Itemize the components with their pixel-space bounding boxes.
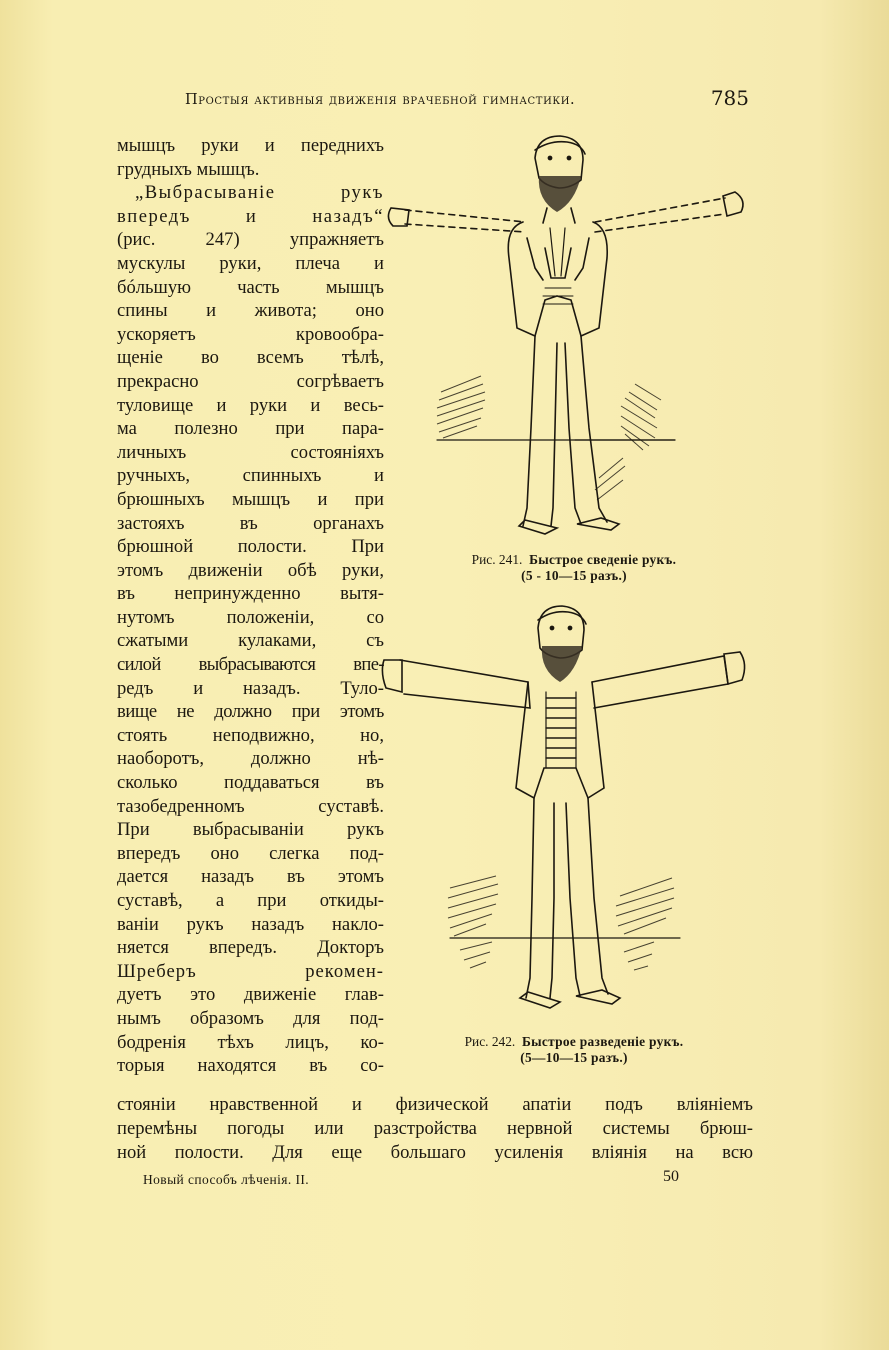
text-line: прекрасно согрѣваетъ — [117, 370, 384, 392]
text-line: ускоряетъ кровообра- — [117, 323, 384, 345]
figure-241-caption-label: Рис. 241. — [471, 552, 523, 567]
text-line: редъ и назадъ. Туло- — [117, 677, 384, 699]
text-line: сколько поддаваться въ — [117, 772, 384, 794]
figure-242-caption-title: Быстрое разведеніе рукъ. — [521, 1034, 684, 1049]
figure-242-drawing — [380, 598, 760, 1030]
text-line: нутомъ положеніи, со — [117, 606, 384, 628]
text-line: Шреберъ рекомен- — [117, 960, 384, 982]
figure-241-caption-reps: (5 - 10—15 разъ.) — [521, 568, 627, 583]
text-line: впередъ и назадъ“ — [117, 205, 384, 227]
text-line: (рис. 247) упражняетъ — [117, 229, 384, 251]
text-line: наоборотъ, должно нѣ- — [117, 748, 384, 770]
text-line: сжатыми кулаками, съ — [117, 630, 384, 652]
text-line: туловище и руки и весь- — [117, 394, 384, 416]
text-line: застояхъ въ органахъ — [117, 512, 384, 534]
text-line: стояніи нравственной и физической апатіи подъ вліяніемъ — [117, 1094, 753, 1115]
figure-241-caption — [388, 552, 760, 584]
text-line: дается назадъ въ этомъ — [117, 866, 384, 888]
text-line: При выбрасываніи рукъ — [117, 819, 384, 841]
text-line: брюшной полости. При — [117, 536, 384, 558]
text-line: торыя находятся въ со- — [117, 1055, 384, 1077]
figure-242-caption-label: Рис. 242. — [464, 1034, 516, 1049]
text-line: этомъ движеніи обѣ руки, — [117, 559, 384, 581]
text-line: ной полости. Для еще большаго усиленія вліянія на всю — [117, 1142, 753, 1163]
text-line: щеніе во всемъ тѣлѣ, — [117, 347, 384, 369]
page-number: 785 — [710, 86, 749, 110]
text-line: вище не должно при этомъ — [117, 701, 384, 723]
text-line: ма полезно при пара- — [117, 418, 384, 440]
figure-241-drawing — [385, 128, 757, 546]
figure-241-illustration — [385, 128, 757, 546]
text-line: стоять неподвижно, но, — [117, 724, 384, 746]
text-line: тазобедренномъ суставѣ. — [117, 795, 384, 817]
text-line: бóльшую часть мышцъ — [117, 276, 384, 298]
text-line: дуетъ это движеніе глав- — [117, 984, 384, 1006]
full-width-text — [117, 1093, 753, 1165]
text-line: мышцъ руки и переднихъ — [117, 135, 384, 156]
figure-242-illustration — [380, 598, 760, 1030]
left-column-text — [117, 134, 384, 1078]
text-line: мускулы руки, плеча и — [117, 252, 384, 274]
text-line: няется впередъ. Докторъ — [117, 937, 384, 959]
text-line: ручныхъ, спинныхъ и — [117, 465, 384, 487]
text-line: въ непринужденно вытя- — [117, 583, 384, 605]
running-header-title: Простыя активныя движенія врачебной гимнастики. — [185, 92, 576, 108]
text-line: ваніи рукъ назадъ накло- — [117, 913, 384, 935]
text-line: силой выбрасываются впе- — [117, 654, 384, 676]
footer-sheet-number: 50 — [663, 1168, 679, 1185]
text-line: нымъ образомъ для под- — [117, 1007, 384, 1029]
text-line: брюшныхъ мышцъ и при — [117, 488, 384, 510]
text-line: спины и живота; оно — [117, 300, 384, 322]
text-line: „Выбрасываніе рукъ — [135, 182, 384, 204]
text-line: бодренія тѣхъ лицъ, ко- — [117, 1031, 384, 1053]
text-line: личныхъ состояніяхъ — [117, 441, 384, 463]
figure-242-caption-reps: (5—10—15 разъ.) — [520, 1050, 628, 1065]
text-line: впередъ оно слегка под- — [117, 842, 384, 864]
footer-signature: Новый способъ лѣченія. II. — [143, 1172, 310, 1187]
text-line: грудныхъ мышцъ. — [117, 158, 260, 180]
text-line: суставѣ, а при откиды- — [117, 890, 384, 911]
text-line: перемѣны погоды или разстройства нервной системы брюш- — [117, 1118, 753, 1139]
figure-241-caption-title: Быстрое сведеніе рукъ. — [529, 552, 677, 567]
figure-242-caption — [388, 1034, 760, 1066]
running-header — [185, 86, 755, 116]
